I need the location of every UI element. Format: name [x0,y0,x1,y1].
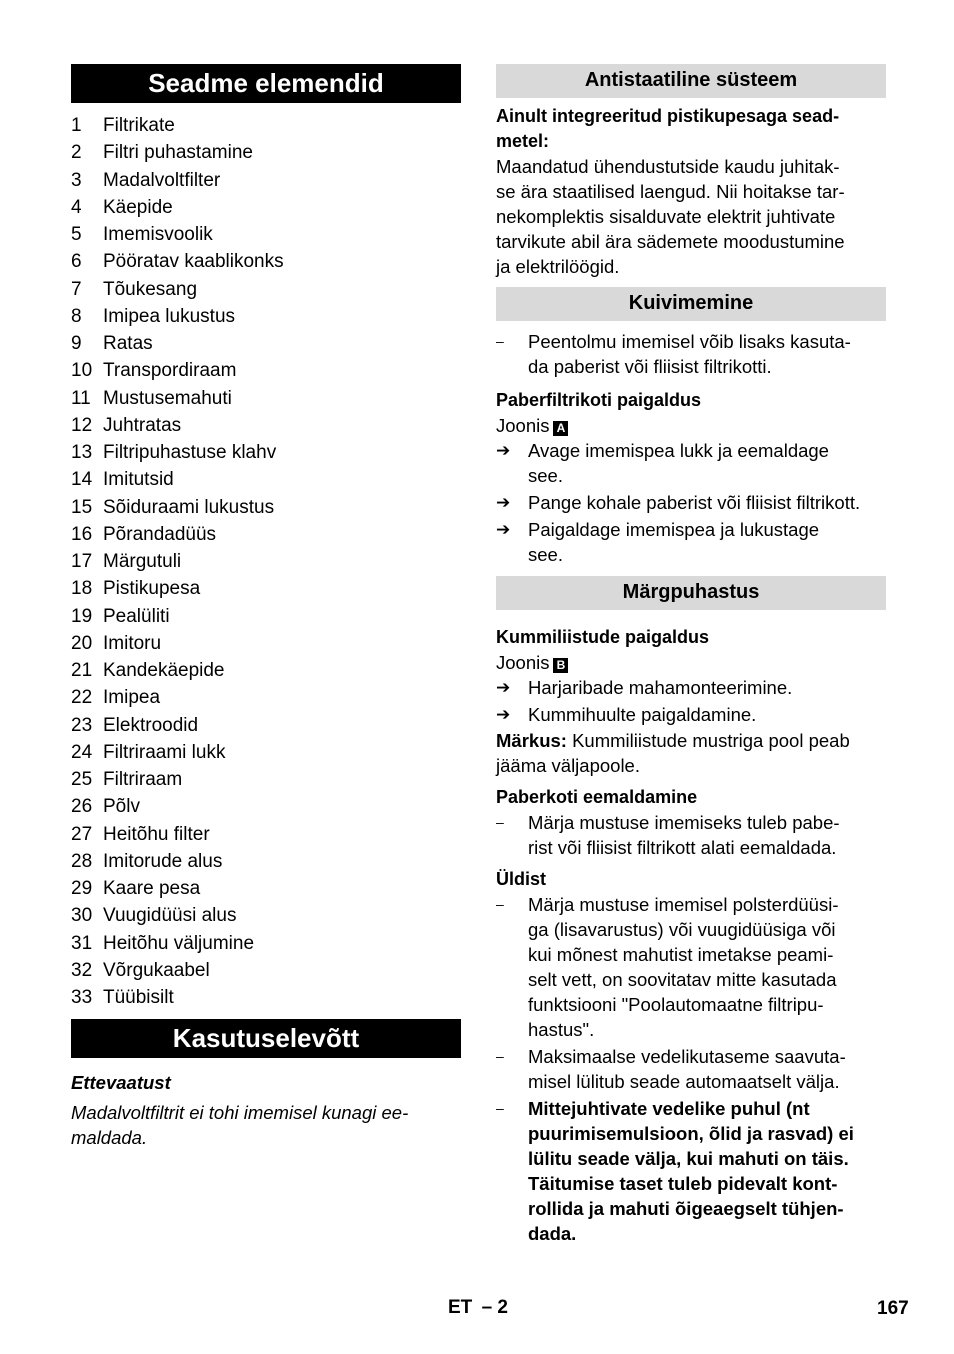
item-label: Võrgukaabel [103,959,210,981]
list-item [71,139,461,166]
list-item [71,357,461,384]
item-number: 30 [71,905,93,927]
item-number: 4 [71,196,82,218]
item-label: Pealüliti [103,605,170,627]
list-item [71,303,461,330]
step-item [496,490,886,515]
item-number: 27 [71,823,93,845]
item-label: Põlv [103,796,140,818]
item-label: Käepide [103,196,173,218]
item-label: Tüübisilt [103,987,174,1008]
item-label: Kandekäepide [103,660,225,681]
section-title-device-elements: Seadme elemendid [71,64,461,103]
item-label: Filtriraami lukk [103,741,226,763]
item-number: 2 [71,142,82,164]
item-number: 8 [71,305,82,327]
note-text: Kummiliistude mustriga pool peab jääma väljapoole. [496,730,850,776]
item-number: 23 [71,714,93,736]
arrow-right-icon: ➔ [496,705,511,724]
list-item [71,521,461,548]
item-label: Imitorude alus [103,850,223,872]
footer-section-ref [448,1297,508,1319]
item-label: Imemisvoolik [103,224,213,245]
list-item [71,330,461,357]
item-number: 16 [71,523,93,545]
page-number: 167 [877,1298,909,1319]
list-item [71,957,461,984]
list-item [71,221,461,248]
step-text: Avage imemispea lukk ja eemaldage see. [528,440,829,486]
caution-title: Ettevaatust [71,1072,171,1094]
item-label: Filtri puhastamine [103,142,253,164]
arrow-right-icon: ➔ [496,520,511,539]
item-number: 11 [71,387,91,409]
item-label: Pistikupesa [103,578,201,600]
step-text: Maksimaalse vedelikutaseme saavuta- misel lülitub seade automaatselt välja. [528,1046,846,1092]
item-label: Transpordiraam [103,360,237,382]
caution-text: Madalvoltfiltrit ei tohi imemisel kunagi ee- maldada. [71,1102,409,1149]
item-label: Kaare pesa [103,878,201,899]
step-item [496,675,886,700]
antistatic-subheading: Ainult integreeritud pistikupesaga sead- metel: [496,106,840,151]
dash-marker: – [496,896,504,912]
list-item [71,848,461,875]
item-number: 26 [71,796,93,818]
item-label: Heitõhu väljumine [103,932,255,954]
footer-lang: ET [448,1297,473,1318]
list-item [71,112,461,139]
left-column [71,64,461,1150]
item-label: Imipea [103,687,161,709]
figure-ref-b [496,650,886,675]
list-item [71,167,461,194]
item-label: Märgutuli [103,551,182,572]
item-label: Juhtratas [103,414,182,436]
dry-note-item [496,329,886,379]
step-text: Kummihuulte paigaldamine. [528,704,757,725]
list-item [71,793,461,820]
item-label: Madalvoltfilter [103,169,221,191]
list-item [71,439,461,466]
item-label: Põrandadüüs [103,523,217,545]
list-item [71,466,461,493]
list-item [71,930,461,957]
list-item [71,902,461,929]
item-number: 18 [71,578,93,600]
item-number: 19 [71,605,93,627]
list-item [71,684,461,711]
list-item [71,657,461,684]
arrow-right-icon: ➔ [496,493,511,512]
dry-steps-list [496,438,886,567]
section-title-dry-vacuuming: Kuivimemine [496,287,886,321]
item-number: 14 [71,469,93,491]
device-elements-list [71,112,461,1011]
list-item [71,630,461,657]
step-text: Pange kohale paberist või fliisist filtrikott. [528,492,861,513]
item-label: Elektroodid [103,714,199,736]
item-label: Heitõhu filter [103,823,210,845]
item-label: Sõiduraami lukustus [103,496,275,518]
figure-a-icon: A [553,421,568,436]
wet-steps-list [496,675,886,727]
step-item [496,438,886,488]
item-number: 33 [71,987,93,1008]
item-number: 1 [71,115,82,136]
item-label: Filtrikate [103,115,175,136]
item-label: Ratas [103,333,153,354]
item-number: 9 [71,333,82,354]
rubber-strip-install-heading: Kummiliistude paigaldus [496,627,710,647]
list-item [71,575,461,602]
dash-marker: – [496,1100,504,1116]
item-number: 7 [71,278,82,300]
item-number: 17 [71,551,93,572]
arrow-right-icon: ➔ [496,678,511,697]
item-label: Filtriraam [103,769,183,790]
list-item [71,494,461,521]
figure-b-icon: B [553,658,568,673]
item-label: Vuugidüüsi alus [103,905,237,927]
right-column [496,64,886,1246]
item-label: Imitutsid [103,469,174,491]
paper-bag-removal-heading: Paberkoti eemaldamine [496,787,698,807]
general-bold-text: Mittejuhtivate vedelike puhul (nt puurimisemulsioon, õlid ja rasvad) ei lülitu seade välja, kui mahuti on täis. Täitumise taset tuleb pidevalt kont- rollida ja mahuti õigeaegselt tühjen- dada. [528,1098,854,1244]
list-item [71,875,461,902]
item-label: Mustusemahuti [103,387,232,409]
item-number: 10 [71,360,93,382]
list-item [71,248,461,275]
item-number: 32 [71,959,93,981]
item-number: 28 [71,850,93,872]
item-label: Pööratav kaablikonks [103,251,284,273]
list-item [71,385,461,412]
item-label: Tõukesang [103,278,198,300]
item-number: 12 [71,414,93,436]
item-label: Imipea lukustus [103,305,236,327]
section-title-antistatic: Antistaatiline süsteem [496,64,886,98]
list-item [71,739,461,766]
antistatic-text: Maandatud ühendustutside kaudu juhitak- se ära staatilised laengud. Nii hoitakse tar- nekomplektis sisalduvate elektrit juhtivate tarvikute abil ära sädemete moodustumine ja elektrilöögid. [496,156,845,277]
dash-marker: – [496,814,504,830]
list-item [71,412,461,439]
section-title-commissioning: Kasutuselevõtt [71,1019,461,1058]
list-item [71,712,461,739]
figure-ref-a [496,413,886,438]
step-item [496,517,886,567]
list-item [496,1044,886,1094]
step-text: Harjaribade mahamonteerimine. [528,677,793,698]
list-item [71,603,461,630]
dry-note-text: Peentolmu imemisel võib lisaks kasuta- da paberist või fliisist filtrikotti. [528,331,851,377]
general-item-bold [496,1096,886,1246]
list-item [496,892,886,1042]
list-item [71,276,461,303]
item-number: 29 [71,878,93,899]
note-label: Märkus: [496,730,567,751]
paper-bag-removal-text: Märja mustuse imemiseks tuleb pabe- rist või fliisist filtrikott alati eemaldada. [528,812,840,858]
item-number: 22 [71,687,93,709]
paper-filter-install-heading: Paberfiltrikoti paigaldus [496,390,702,410]
footer-section-page: – 2 [481,1297,508,1318]
item-number: 5 [71,224,82,245]
item-number: 31 [71,932,93,954]
figure-label: Joonis [496,652,550,673]
step-text: Paigaldage imemispea ja lukustage see. [528,519,820,565]
item-number: 13 [71,442,93,463]
item-number: 25 [71,769,93,790]
figure-label: Joonis [496,415,550,436]
list-item [71,194,461,221]
item-number: 21 [71,660,93,681]
item-label: Imitoru [103,632,162,654]
list-item [71,548,461,575]
item-number: 3 [71,169,82,191]
dash-marker: – [496,1048,504,1064]
step-text: Märja mustuse imemisel polsterdüüsi- ga (lisavarustus) või vuugidüüsiga või kui mõnest mahutist imetakse peami- selt vett, on soovitatav mitte kasutada funktsiooni "Poolautomaatne filtripu- hastus". [528,894,839,1040]
section-title-wet-cleaning: Märgpuhastus [496,576,886,610]
general-list [496,892,886,1094]
item-number: 15 [71,496,93,518]
general-heading: Üldist [496,869,547,889]
list-item [71,821,461,848]
step-item [496,702,886,727]
list-item [71,984,461,1011]
item-number: 20 [71,632,93,654]
item-label: Filtripuhastuse klahv [103,442,277,463]
dash-marker: – [496,333,504,349]
item-number: 6 [71,251,82,273]
paper-bag-removal-item [496,810,886,860]
item-number: 24 [71,741,93,763]
list-item [71,766,461,793]
note-paragraph [496,728,886,778]
arrow-right-icon: ➔ [496,441,511,460]
